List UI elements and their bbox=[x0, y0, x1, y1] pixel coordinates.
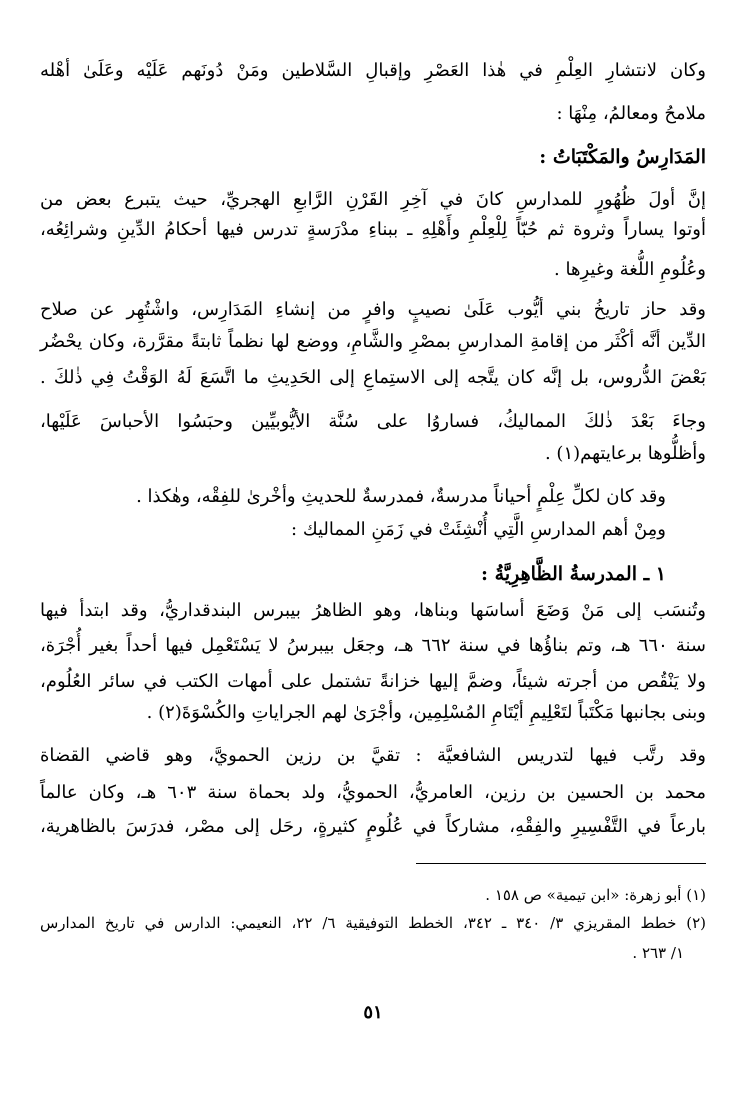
paragraph-line: أوتوا يساراً وثروة ثم حُبّاً لِلْعِلْمِ وأَهْلِهِ ـ ببناءِ مدْرَسةٍ تدرس فيها أحكامُ الدِّينِ وشرائِعُه، bbox=[40, 219, 706, 240]
paragraph-line: وبنى بجانبها مَكْتَباً لتَعْلِيمِ أيْتَامِ المُسْلِمِين، وأجْرَىٰ لهم الجراياتِ والكُسْوَةَ(٢) . bbox=[146, 702, 706, 723]
paragraph-line: بارعاً في التَّفْسِيرِ والفِقْهِ، مشاركاً في عُلُومٍ كثيرةٍ، رحَل إلى مصْر، فدرَسَ بالظاهرية، bbox=[40, 816, 706, 837]
footnote: (٢) خطط المقريزي ٣/ ٣٤٠ ـ ٣٤٢، الخطط التوفيقية ٦/ ٢٢، النعيمي: الدارس في تاريخ المدارس bbox=[40, 914, 706, 932]
paragraph-line: وعُلُومِ اللُّغة وغيرِها . bbox=[554, 259, 706, 280]
paragraph-line: وتُنسَب إلى مَنْ وَضَعَ أساسَها وبناها، وهو الظاهرُ بيبرس البندقداريُّ، وقد ابتدأ فيها bbox=[40, 600, 706, 621]
footnote: ١/ ٢٦٣ . bbox=[632, 944, 684, 962]
paragraph-line: إنَّ أولَ ظُهُورٍ للمدارسِ كانَ في آخِرِ القَرْنِ الرَّابعِ الهجريِّ، حيث يتبرع بعض من bbox=[40, 189, 706, 210]
paragraph-line: بَعْضَ الدُّروس، بل إنَّه كان يتَّجه إلى الاستِماعِ إلى الحَدِيثِ ما اتَّسَعَ لَهُ الوَقْتُ فِي ذٰلكَ . bbox=[40, 367, 706, 388]
section-heading: المَدَارِسُ والمَكْتَبَاتُ : bbox=[539, 146, 706, 168]
paragraph-line: ولا يَنْقُص من أجرته شيئاً، وضمَّ إليها خزانةً تشتمل على أمهات الكتب في سائر العُلُوم، bbox=[40, 671, 706, 692]
paragraph-line: محمد بن الحسين بن رزين، العامريُّ، الحمويُّ، ولد بحماة سنة ٦٠٣ هـ، وكان عالماً bbox=[40, 782, 706, 803]
paragraph-line: وقد رتَّب فيها لتدريس الشافعيَّة : تقيَّ بن رزين الحمويَّ، وهو قاضي القضاة bbox=[40, 745, 706, 766]
paragraph-line: وقد حاز تاريخُ بني أيُّوب عَلَىٰ نصيبٍ وافرٍ من إنشاءِ المَدَارِس، واشْتُهِر عن صلاح bbox=[40, 299, 706, 320]
paragraph-line: ملامحُ ومعالمُ، مِنْهَا : bbox=[556, 103, 706, 124]
paragraph-line: سنة ٦٦٠ هـ، وتم بناؤُها في سنة ٦٦٢ هـ، وجعَل بيبرسُ لا يَسْتَعْمِل فيها أحداً بغير أُجْرَة، bbox=[40, 635, 707, 656]
page-number: ٥١ bbox=[363, 1002, 383, 1023]
paragraph-line: ومِنْ أهم المدارسِ الَّتِي أُنْشِئَتْ في زَمَنِ المماليك : bbox=[291, 519, 666, 540]
footnote: (١) أبو زهرة: «ابن تيمية» ص ١٥٨ . bbox=[485, 886, 706, 904]
subsection-heading: ١ ـ المدرسةُ الظَّاهِرِيَّةُ : bbox=[481, 563, 666, 585]
paragraph-line: الدِّين أنَّه أكْثَر من إقامةِ المدارسِ بمصْرِ والشَّامِ، ووضع لها نظماً ثابتةً مقرَّرة، وكان يحْضُر bbox=[40, 331, 706, 352]
paragraph-line: وكان لانتشارِ العِلْمِ في هٰذا العَصْرِ وإقبالِ السَّلاطين ومَنْ دُونَهم عَلَيْه وعَلَىٰ أهْله bbox=[40, 60, 706, 81]
paragraph-line: وقد كان لكلِّ عِلْمٍ أحياناً مدرسةٌ، فمدرسةٌ للحديثِ وأخْرىٰ للفِقْه، وهٰكذا . bbox=[136, 486, 666, 507]
footnote-separator bbox=[416, 863, 706, 864]
paragraph-line: وجاءَ بَعْدَ ذٰلكَ المماليكُ، فساروُا على سُنَّة الأيُّوبيِّين وحبَسُوا الأحباسَ عَلَيْها، bbox=[40, 411, 706, 432]
paragraph-line: وأظلُّوها برعايتهم(١) . bbox=[544, 443, 706, 464]
